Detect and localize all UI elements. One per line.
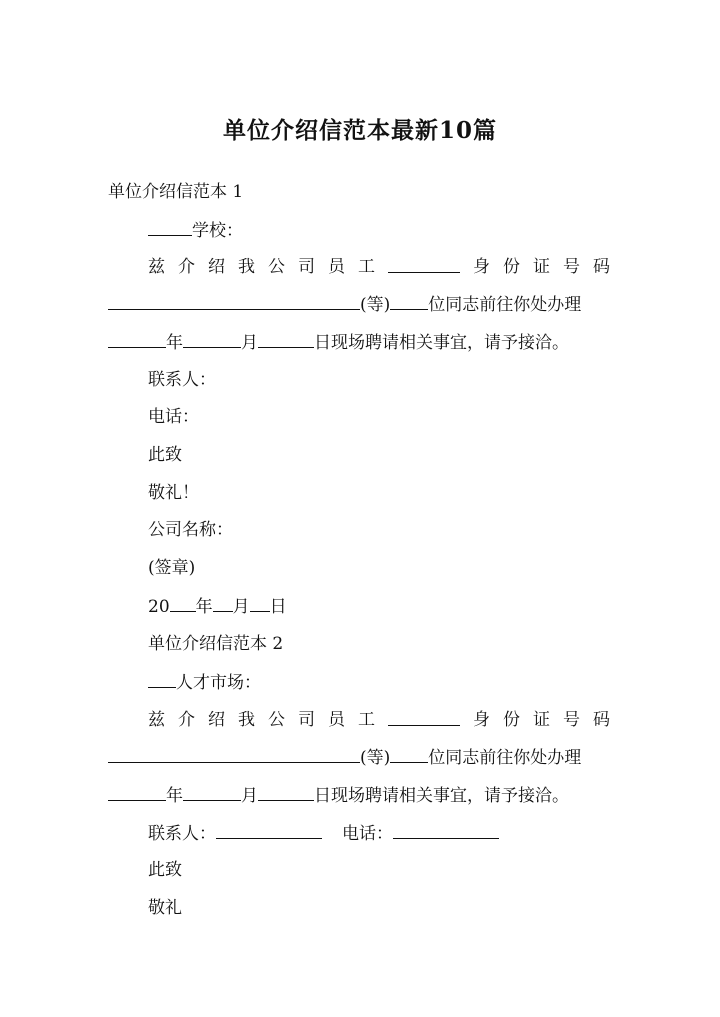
market-label: 人才市场： xyxy=(176,673,261,693)
blank-underline xyxy=(170,594,196,612)
blank-underline xyxy=(183,330,241,348)
closing-cizhi: 此致 xyxy=(148,860,182,880)
blank-underline xyxy=(250,594,270,612)
section-1-heading: 单位介绍信范本 1 xyxy=(108,182,244,202)
char: 司 xyxy=(298,710,315,730)
blank-underline xyxy=(108,783,166,801)
phone-label: 电话： xyxy=(342,824,393,844)
char: 绍 xyxy=(208,710,225,730)
blank-underline xyxy=(388,708,460,726)
char: 司 xyxy=(298,257,315,277)
char: 工 xyxy=(358,257,375,277)
char: 我 xyxy=(238,257,255,277)
blank-underline xyxy=(388,255,460,273)
intro-line-1 xyxy=(148,708,610,732)
char: 员 xyxy=(328,257,345,277)
char: 绍 xyxy=(208,257,225,277)
char: 份 xyxy=(503,710,520,730)
char: 员 xyxy=(328,710,345,730)
blank-underline xyxy=(216,821,322,839)
closing-cizhi: 此致 xyxy=(148,445,182,465)
blank-underline xyxy=(108,292,360,310)
month-label: 月 xyxy=(241,333,258,353)
company-label: 公司名称： xyxy=(148,520,233,540)
char: 公 xyxy=(268,710,285,730)
blank-underline xyxy=(148,670,176,688)
char: 证 xyxy=(533,257,550,277)
section-2-heading: 单位介绍信范本 2 xyxy=(148,634,284,654)
month-label: 月 xyxy=(241,786,258,806)
seal-label: (签章) xyxy=(148,558,196,578)
char: 我 xyxy=(238,710,255,730)
month-label: 月 xyxy=(232,597,250,617)
year-label: 年 xyxy=(195,597,213,617)
day-label: 日 xyxy=(269,597,287,617)
blank-underline xyxy=(108,330,166,348)
blank-underline xyxy=(390,292,428,310)
char: 码 xyxy=(593,710,610,730)
contact-phone-line xyxy=(148,821,499,846)
intro-line-1 xyxy=(148,255,610,279)
char: 身 xyxy=(473,257,490,277)
school-line xyxy=(148,218,243,243)
closing-jingli: 敬礼 xyxy=(148,898,182,918)
blank-underline xyxy=(148,218,192,236)
phone-label: 电话： xyxy=(148,407,199,427)
char: 份 xyxy=(503,257,520,277)
char: 兹 xyxy=(148,257,165,277)
intro-line-3 xyxy=(108,330,569,355)
char: 介 xyxy=(178,257,195,277)
closing-jingli: 敬礼！ xyxy=(148,483,199,503)
date-line xyxy=(148,594,287,619)
school-label: 学校： xyxy=(192,221,243,241)
char: 介 xyxy=(178,710,195,730)
intro-text: 日现场聘请相关事宜，请予接洽。 xyxy=(314,786,569,806)
char: 身 xyxy=(473,710,490,730)
intro-text: 位同志前往你处办理 xyxy=(428,295,582,315)
date-century: 20 xyxy=(148,597,170,617)
char: 兹 xyxy=(148,710,165,730)
deng-text: (等) xyxy=(360,295,391,315)
char: 工 xyxy=(358,710,375,730)
blank-underline xyxy=(393,821,499,839)
year-label: 年 xyxy=(166,333,183,353)
char: 号 xyxy=(563,257,580,277)
intro-line-3 xyxy=(108,783,569,808)
blank-underline xyxy=(390,745,428,763)
intro-line-2 xyxy=(108,292,581,317)
intro-text: 位同志前往你处办理 xyxy=(428,748,582,768)
blank-underline xyxy=(213,594,233,612)
blank-underline xyxy=(258,783,314,801)
char: 证 xyxy=(533,710,550,730)
page-title: 单位介绍信范本最新10篇 xyxy=(222,117,497,144)
char: 公 xyxy=(268,257,285,277)
year-label: 年 xyxy=(166,786,183,806)
blank-underline xyxy=(108,745,360,763)
char: 号 xyxy=(563,710,580,730)
char: 码 xyxy=(593,257,610,277)
market-line xyxy=(148,670,261,695)
contact-label: 联系人： xyxy=(148,824,216,844)
blank-underline xyxy=(258,330,314,348)
intro-text: 日现场聘请相关事宜，请予接洽。 xyxy=(314,333,569,353)
intro-line-2 xyxy=(108,745,581,770)
deng-text: (等) xyxy=(360,748,391,768)
contact-label: 联系人： xyxy=(148,370,216,390)
blank-underline xyxy=(183,783,241,801)
